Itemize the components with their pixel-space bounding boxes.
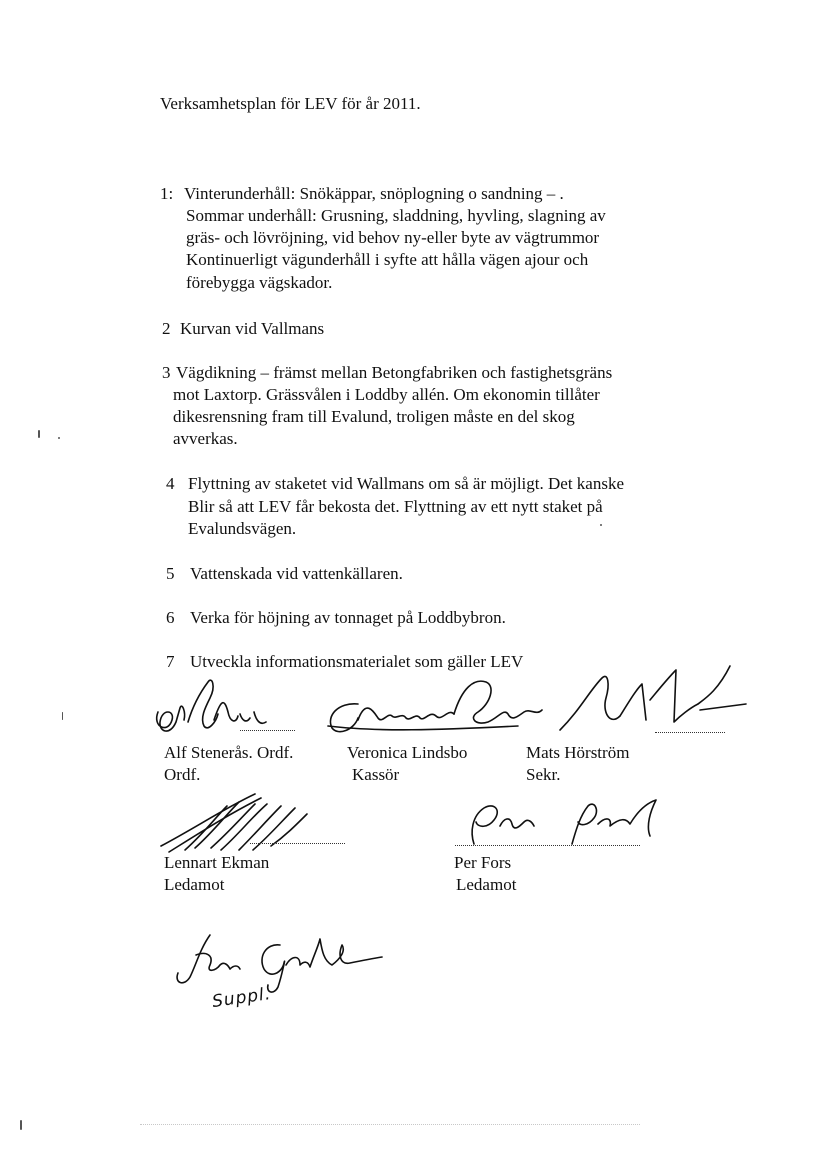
item-line: Kurvan vid Vallmans	[180, 319, 325, 338]
scan-speck	[62, 712, 63, 720]
signatory-name: Veronica Lindsbo	[347, 743, 468, 762]
signatory-name: Alf Stenerås. Ordf.	[164, 743, 294, 762]
scan-speck	[38, 430, 40, 438]
item-line: avverkas.	[173, 429, 238, 448]
signature-line	[240, 730, 295, 731]
scan-speck	[20, 1120, 22, 1130]
scan-speck	[58, 437, 60, 439]
item-line: Verka för höjning av tonnaget på Loddbybron.	[190, 608, 506, 627]
item-line: Utveckla informationsmaterialet som gäller LEV	[190, 652, 524, 671]
signature-supplementary	[170, 925, 390, 1035]
item-number: 7	[166, 652, 175, 671]
item-line: Vägdikning – främst mellan Betongfabriken och fastighetsgräns	[176, 363, 613, 382]
signatory-role: Ledamot	[164, 875, 225, 894]
signatory-role: Ordf.	[164, 765, 201, 784]
item-line: Blir så att LEV får bekosta det. Flyttning av ett nytt staket på	[188, 497, 603, 516]
scan-speck	[600, 524, 602, 526]
item-line: gräs- och lövröjning, vid behov ny-eller byte av vägtrummor	[186, 228, 600, 247]
signature-hörström	[550, 660, 750, 740]
signature-line	[455, 845, 640, 846]
item-line: Evalundsvägen.	[188, 519, 297, 538]
signatory-name: Per Fors	[454, 853, 512, 872]
item-line: Sommar underhåll: Grusning, sladdning, hyvling, slagning av	[186, 206, 606, 225]
item-line: mot Laxtorp. Grässvålen i Loddby allén. Om ekonomin tillåter	[173, 385, 600, 404]
item-number: 2	[162, 319, 171, 338]
item-number: 4	[166, 474, 175, 493]
signature-lindsbo	[318, 668, 558, 738]
document-title: Verksamhetsplan för LEV för år 2011.	[160, 94, 421, 113]
item-line: förebygga vägskador.	[186, 273, 333, 292]
signatory-role: Sekr.	[526, 765, 561, 784]
supplementary-note: Suppl.	[210, 983, 273, 1013]
item-line: Vattenskada vid vattenkällaren.	[190, 564, 403, 583]
item-number: 3	[162, 363, 171, 382]
signature-line	[655, 732, 725, 733]
signatory-name: Mats Hörström	[526, 743, 630, 762]
item-line: Vinterunderhåll: Snökäppar, snöplogning o sandning – .	[184, 184, 564, 203]
signatory-name: Lennart Ekman	[164, 853, 270, 872]
item-line: Kontinuerligt vägunderhåll i syfte att hålla vägen ajour och	[186, 250, 589, 269]
item-line: Flyttning av staketet vid Wallmans om så är möjligt. Det kanske	[188, 474, 624, 493]
signature-fors	[460, 792, 670, 852]
signature-ekman	[155, 788, 325, 858]
signature-line	[250, 843, 345, 844]
item-number: 1:	[160, 184, 174, 203]
item-line: dikesrensning fram till Evalund, troligen måste en del skog	[173, 407, 575, 426]
signatory-role: Ledamot	[456, 875, 517, 894]
scan-noise-strip	[140, 1124, 640, 1129]
signature-stenerås	[150, 672, 280, 742]
item-number: 6	[166, 608, 175, 627]
signatory-role: Kassör	[352, 765, 400, 784]
item-number: 5	[166, 564, 175, 583]
